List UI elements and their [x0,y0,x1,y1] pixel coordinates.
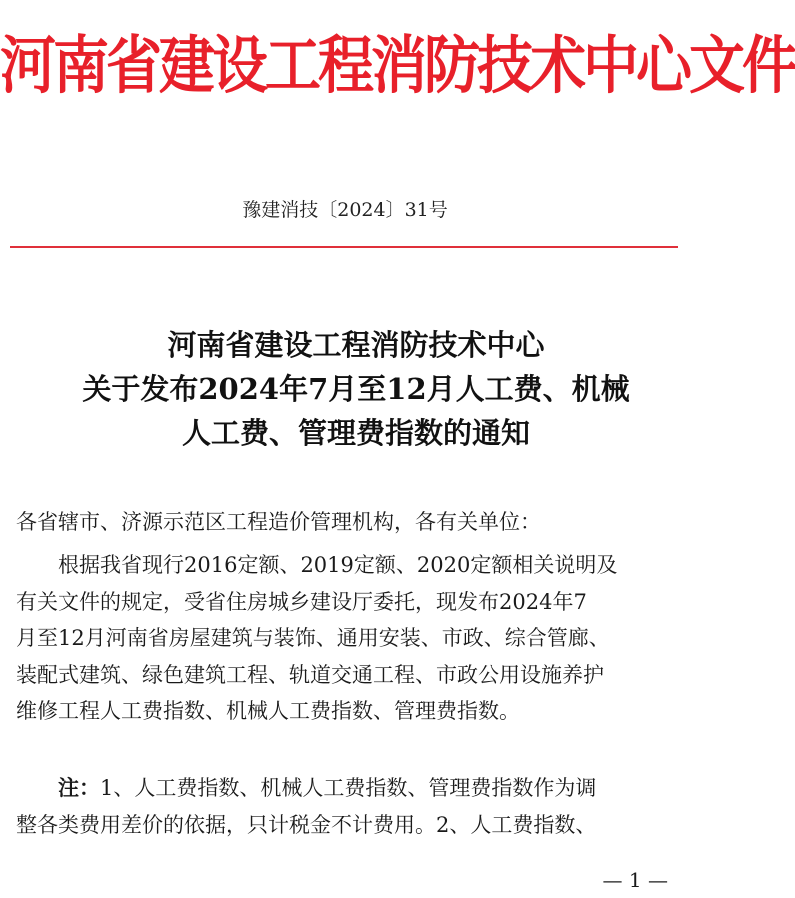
document-number: 豫建消技〔2024〕31号 [242,199,448,221]
red-divider-line [10,246,678,248]
paragraph-line-text: 月至12月河南省房屋建筑与装饰、通用安装、市政、综合管廊、 [16,626,610,650]
note-label: 注： [58,775,100,800]
title-line-1: 河南省建设工程消防技术中心 [167,328,545,362]
paragraph-line-text: 整各类费用差价的依据，只计税金不计费用。2、人工费指数、 [16,812,597,837]
body-paragraph-2 [16,770,696,843]
paragraph-line-text: 有关文件的规定，受省住房城乡建设厅委托，现发布2024年7 [16,589,587,614]
paragraph-line-text: 1、人工费指数、机械人工费指数、管理费指数作为调 [100,776,597,800]
document-title [0,323,712,455]
paragraph-line [16,620,696,657]
page-number: — 1 — [602,868,668,892]
body-paragraph-1 [16,547,696,730]
paragraph-line [16,547,696,584]
paragraph-line [16,657,696,694]
paragraph-line-text: 根据我省现行2016定额、2019定额、2020定额相关说明及 [58,553,618,577]
document-masthead: 河南省建设工程消防技术中心文件 [0,29,795,103]
salutation: 各省辖市、济源示范区工程造价管理机构，各有关单位： [16,510,541,534]
paragraph-line [16,770,696,807]
paragraph-line [16,584,696,621]
paragraph-line-text: 维修工程人工费指数、机械人工费指数、管理费指数。 [16,699,520,723]
paragraph-line-text: 装配式建筑、绿色建筑工程、轨道交通工程、市政公用设施养护 [16,662,604,687]
title-line-3: 人工费、管理费指数的通知 [181,416,530,450]
title-line-2: 关于发布2024年7月至12月人工费、机械 [82,372,630,406]
paragraph-line [16,807,696,844]
paragraph-line [16,693,696,730]
